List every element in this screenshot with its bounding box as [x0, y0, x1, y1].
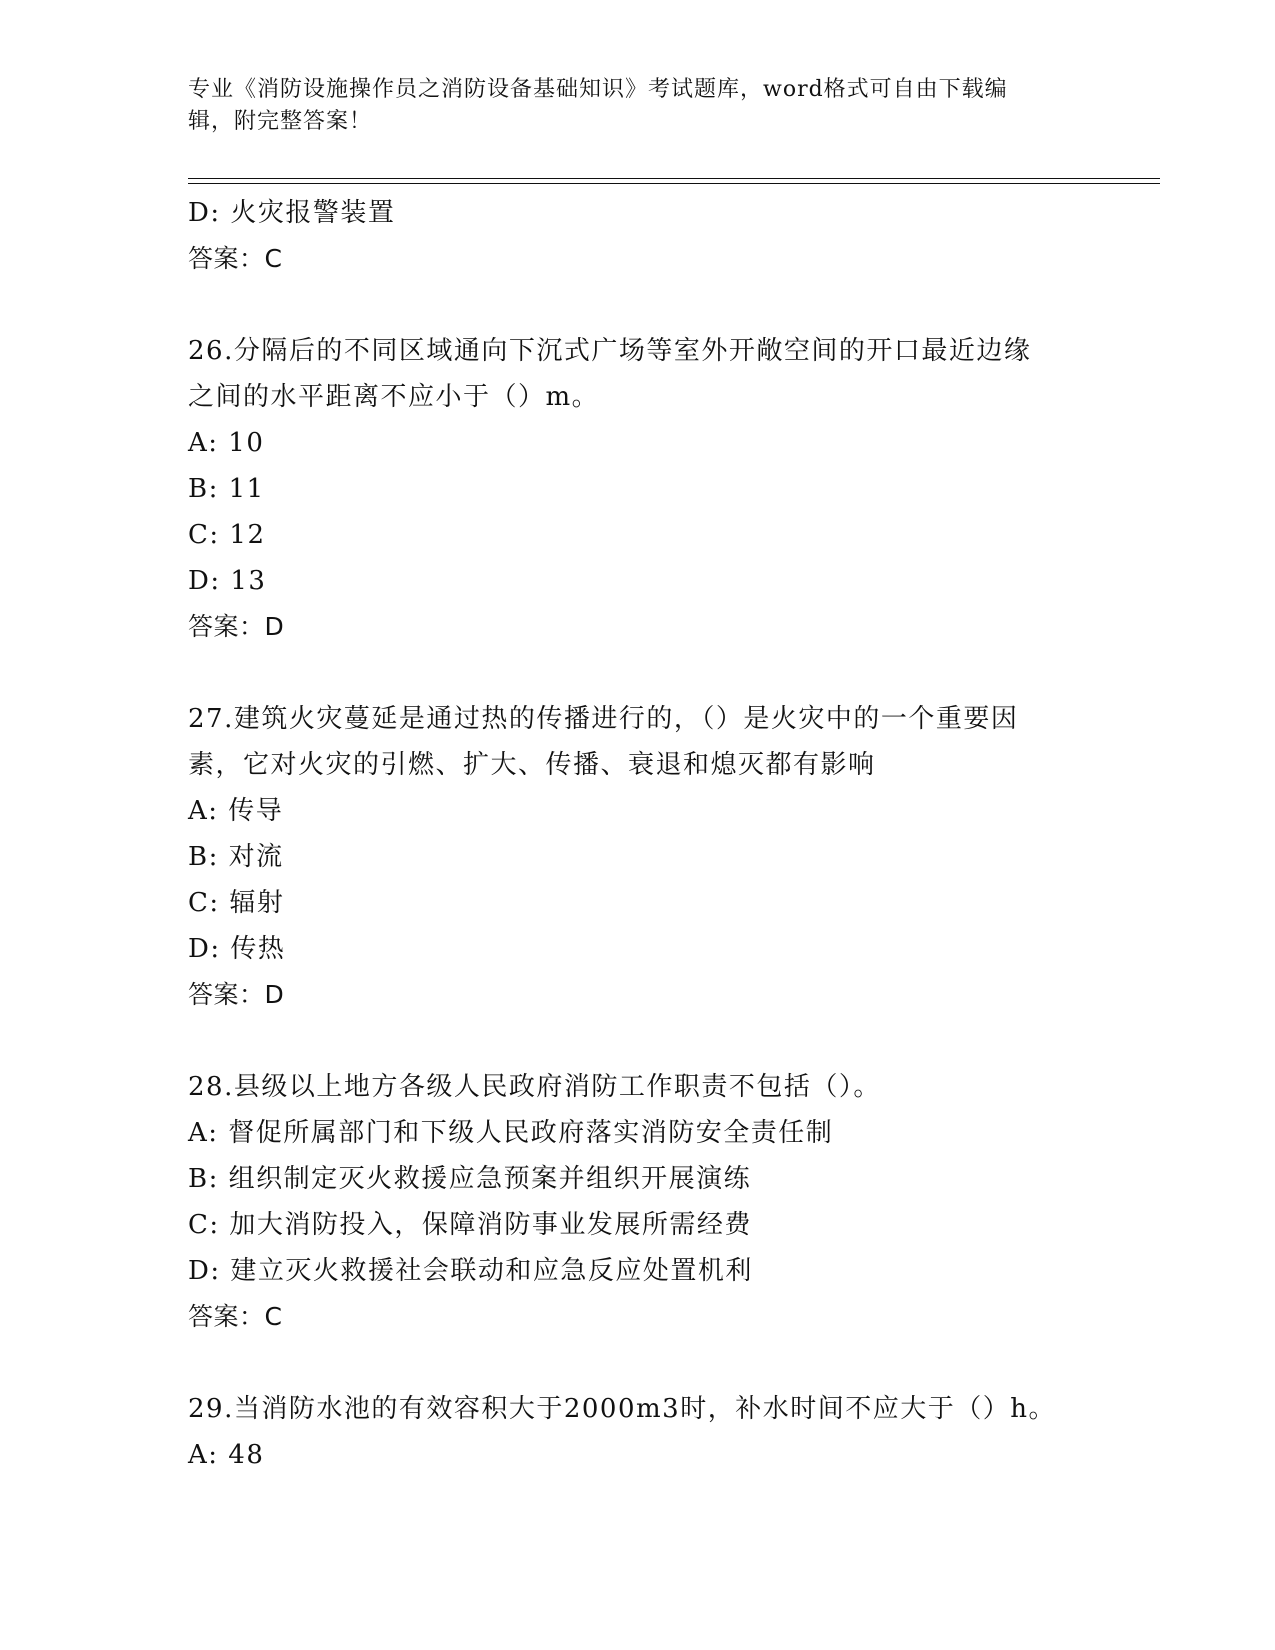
answer-line: 答案：C: [188, 1302, 283, 1331]
option-b: B: 组织制定灭火救援应急预案并组织开展演练: [188, 1164, 752, 1194]
option-c: C: 加大消防投入，保障消防事业发展所需经费: [188, 1210, 752, 1240]
page-header: [188, 74, 1088, 138]
spacer: [188, 1340, 1088, 1386]
question-text: 之间的水平距离不应小于（）m。: [188, 382, 600, 412]
answer-line: 答案：C: [188, 244, 283, 273]
option-d: D: 传热: [188, 934, 286, 964]
question-content: [188, 190, 1088, 1478]
header-divider-top: [188, 178, 1160, 179]
option-a: A: 10: [188, 428, 265, 458]
answer-line: 答案：D: [188, 980, 285, 1009]
option-d: D: 火灾报警装置: [188, 198, 396, 228]
option-a: A: 48: [188, 1440, 265, 1470]
answer-line: 答案：D: [188, 612, 285, 641]
header-divider-bottom: [188, 183, 1160, 184]
question-27: [188, 696, 1088, 1018]
option-c: C: 辐射: [188, 888, 285, 918]
header-line-1: 专业《消防设施操作员之消防设备基础知识》考试题库，word格式可自由下载编: [188, 77, 1008, 102]
option-c: C: 12: [188, 520, 266, 550]
question-26: [188, 328, 1088, 650]
option-b: B: 对流: [188, 842, 284, 872]
question-28: [188, 1064, 1088, 1340]
option-d: D: 建立灭火救援社会联动和应急反应处置机利: [188, 1256, 753, 1286]
question-text: 27.建筑火灾蔓延是通过热的传播进行的，（）是火灾中的一个重要因: [188, 704, 1019, 734]
question-29: [188, 1386, 1088, 1478]
option-a: A: 传导: [188, 796, 284, 826]
option-b: B: 11: [188, 474, 265, 504]
header-line-2: 辑，附完整答案！: [188, 109, 373, 134]
spacer: [188, 1018, 1088, 1064]
spacer: [188, 282, 1088, 328]
spacer: [188, 650, 1088, 696]
question-text: 素，它对火灾的引燃、扩大、传播、衰退和熄灭都有影响: [188, 750, 876, 780]
question-text: 29.当消防水池的有效容积大于2000m3时，补水时间不应大于（）h。: [188, 1394, 1056, 1424]
question-text: 26.分隔后的不同区域通向下沉式广场等室外开敞空间的开口最近边缘: [188, 336, 1032, 366]
option-d: D: 13: [188, 566, 267, 596]
option-a: A: 督促所属部门和下级人民政府落实消防安全责任制: [188, 1118, 834, 1148]
question-text: 28.县级以上地方各级人民政府消防工作职责不包括（）。: [188, 1072, 881, 1102]
